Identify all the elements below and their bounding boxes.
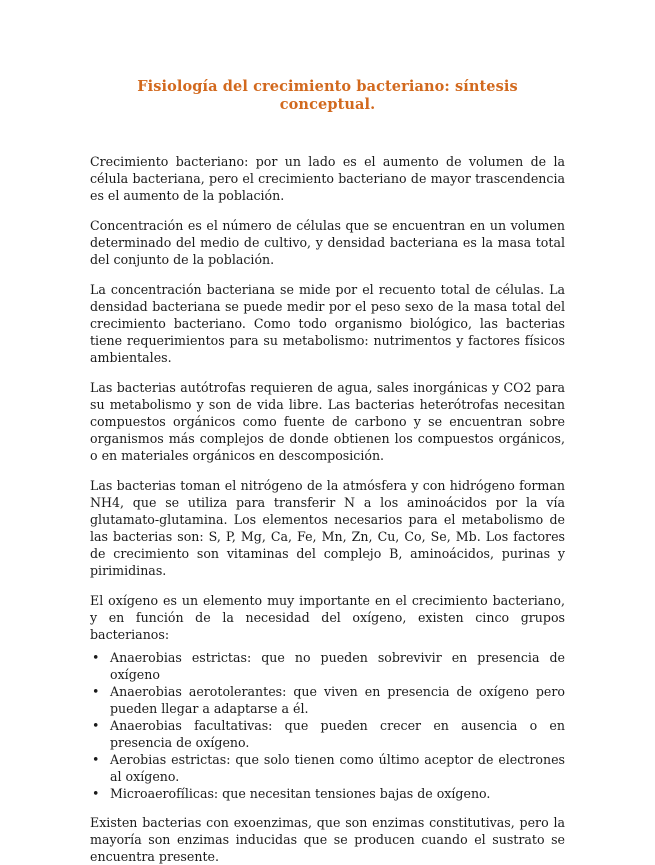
paragraph-crecimiento: Crecimiento bacteriano: por un lado es el aumento de volumen de la célula bacteriana, pero el crecimiento bacteriano de mayor trascendencia es el aumento de la población. — [90, 154, 565, 203]
list-item-text: Aerobias estrictas: que solo tienen como último aceptor de electrones al oxígeno. — [110, 752, 565, 784]
paragraph-nitrogeno: Las bacterias toman el nitrógeno de la atmósfera y con hidrógeno forman NH4, que se utiliza para transferir N a los aminoácidos por la vía glutamato-glutamina. Los elementos necesarios para el metabolismo de las bacterias son: S, P, Mg, Ca, Fe, Mn, Zn, Cu, Co, Se, Mb. Los factores de crecimiento son vitaminas del complejo B, aminoácidos, purinas y pirimidinas. — [90, 478, 565, 578]
oxygen-groups-list — [90, 649, 565, 802]
list-item-text: Anaerobias aerotolerantes: que viven en presencia de oxígeno pero pueden llegar a adaptarse a él. — [110, 684, 565, 716]
bullet-icon: • — [92, 786, 100, 801]
list-item — [90, 751, 565, 785]
list-item — [90, 717, 565, 751]
list-item-text: Anaerobias facultativas: que pueden crecer en ausencia o en presencia de oxígeno. — [110, 718, 565, 750]
paragraph-medicion: La concentración bacteriana se mide por el recuento total de células. La densidad bacteriana se puede medir por el peso sexo de la masa total del crecimiento bacteriano. Como todo organismo biológico, las bacterias tiene requerimientos para su metabolismo: nutrimentos y factores físicos ambientales. — [90, 282, 565, 365]
list-item-text: Anaerobias estrictas: que no pueden sobrevivir en presencia de oxígeno — [110, 650, 565, 682]
list-item — [90, 649, 565, 683]
paragraph-autotrofas: Las bacterias autótrofas requieren de agua, sales inorgánicas y CO2 para su metabolismo y son de vida libre. Las bacterias heterótrofas necesitan compuestos orgánicos como fuente de carbono y se encuentran sobre organismos más complejos de donde obtienen los compuestos orgánicos, o en materiales orgánicos en descomposición. — [90, 380, 565, 463]
bullet-icon: • — [92, 650, 100, 665]
paragraph-exoenzimas: Existen bacterias con exoenzimas, que son enzimas constitutivas, pero la mayoría son enzimas inducidas que se producen cuando el sustrato se encuentra presente. — [90, 815, 565, 864]
document-title: Fisiología del crecimiento bacteriano: síntesis conceptual. — [137, 78, 518, 113]
list-item-text: Microaerofílicas: que necesitan tensiones bajas de oxígeno. — [110, 786, 491, 801]
bullet-icon: • — [92, 752, 100, 767]
list-item — [90, 683, 565, 717]
list-item — [90, 785, 565, 802]
bullet-icon: • — [92, 684, 100, 699]
paragraph-concentracion: Concentración es el número de células que se encuentran en un volumen determinado del medio de cultivo, y densidad bacteriana es la masa total del conjunto de la población. — [90, 218, 565, 267]
bullet-icon: • — [92, 718, 100, 733]
paragraph-oxigeno: El oxígeno es un elemento muy importante en el crecimiento bacteriano, y en función de la necesidad del oxígeno, existen cinco grupos bacterianos: — [90, 593, 565, 642]
